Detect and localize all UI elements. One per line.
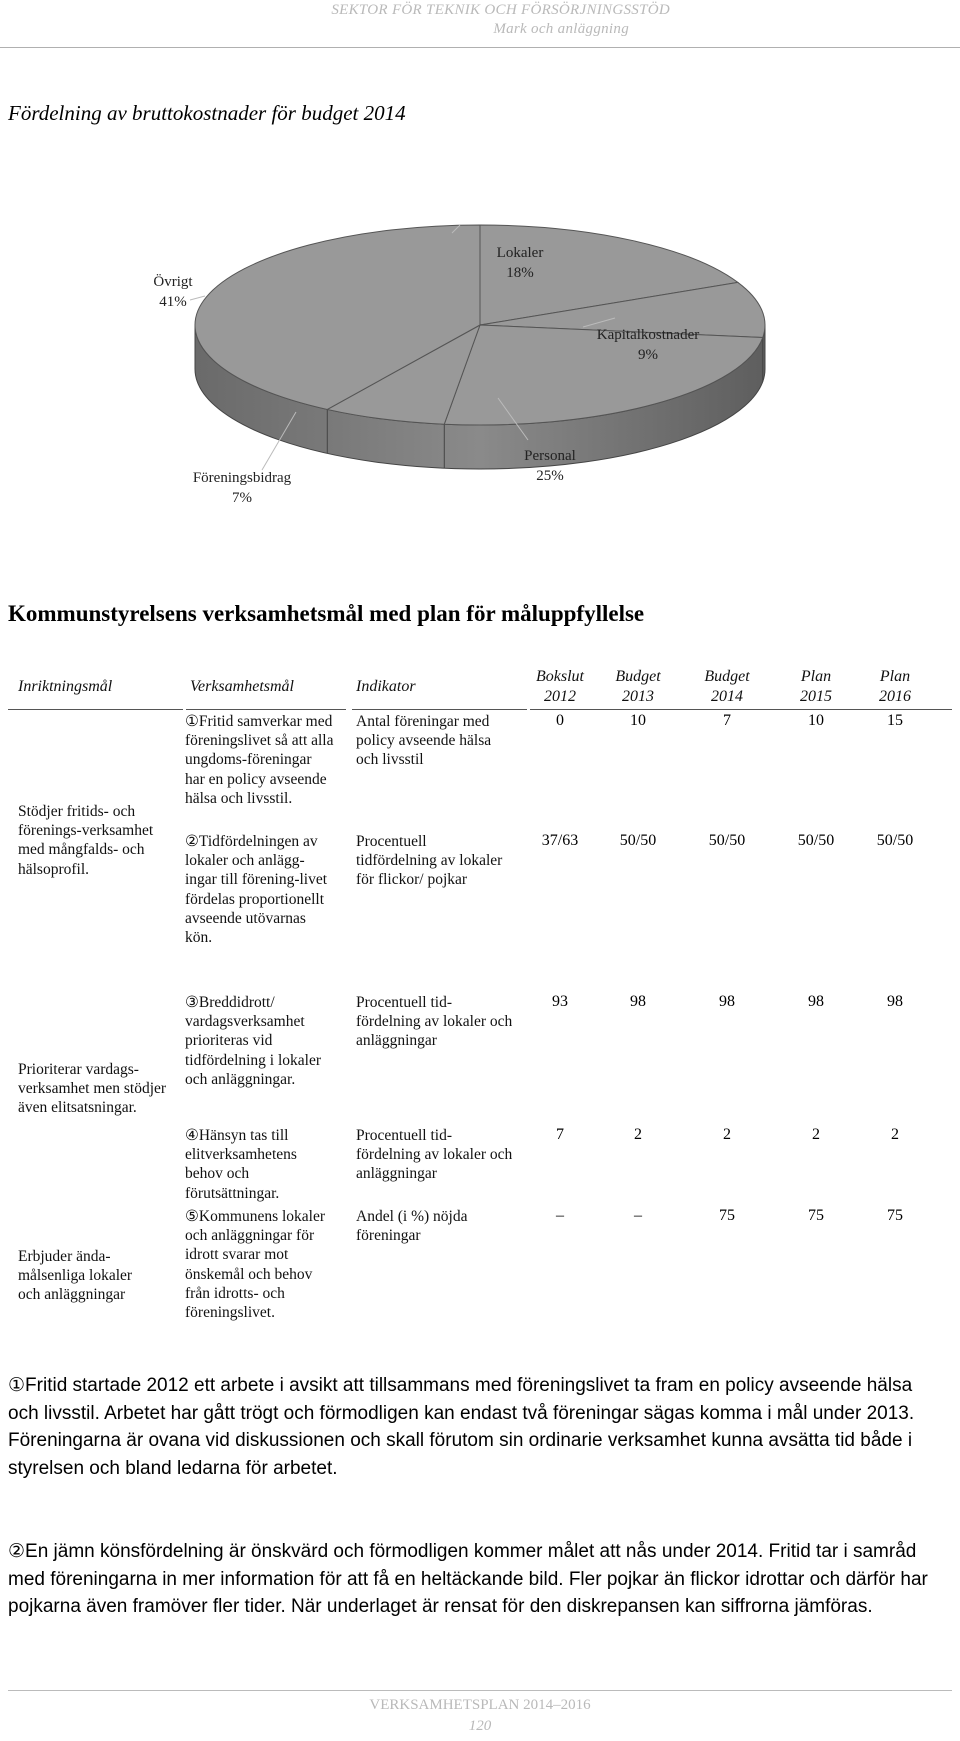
chart-title: Fördelning av bruttokostnader för budget 2014 bbox=[8, 101, 406, 125]
footer-title: VERKSAMHETSPLAN 2014–2016 bbox=[369, 1697, 591, 1713]
pie-label-lokaler: Lokaler 18% bbox=[496, 245, 544, 281]
note-1: ①Fritid startade 2012 ett arbete i avsikt att tillsammans med föreningslivet ta fram en policy avseende hälsa och livsstil. Arbetet har gått trögt och förmodligen kan endast två föreningar sägas komma i mål under 2013. Föreningarna är ovana vid diskussionen och skall förutom sin ordinarie verksamhet kunna avsätta tid både i styrelsen och bland ledarna för arbetet. bbox=[8, 1375, 915, 1479]
pie-label-kapitalkostnader: Kapitalkostnader 9% bbox=[596, 327, 700, 363]
value-cell: 75 bbox=[719, 1207, 735, 1224]
value-cell: 98 bbox=[887, 993, 903, 1010]
th-indikator: Indikator bbox=[356, 678, 416, 695]
value-cell: 75 bbox=[887, 1207, 903, 1224]
th-verksamhetsmal: Verksamhetsmål bbox=[190, 678, 294, 695]
verksamhetsmal-3: ③Breddidrott/ vardagsverksamhet prioriteras vid tidfördelning i lokaler och anläggningar. bbox=[185, 994, 322, 1088]
value-cell: 98 bbox=[719, 993, 735, 1010]
th-year-4: Plan 2015 bbox=[800, 668, 832, 705]
value-cell: 7 bbox=[723, 712, 731, 729]
value-cell: 98 bbox=[630, 993, 646, 1010]
value-cell: 50/50 bbox=[619, 832, 657, 849]
value-cell: 10 bbox=[630, 712, 646, 729]
indikator-2: Procentuell tidfördelning av lokaler för flickor/ pojkar bbox=[356, 833, 503, 889]
header-subsector: Mark och anläggning bbox=[493, 21, 629, 37]
verksamhetsmal-1: ①Fritid samverkar med föreningslivet så att alla ungdoms-föreningar har en policy avseende hälsa och livsstil. bbox=[185, 713, 334, 807]
value-cell: 98 bbox=[808, 993, 824, 1010]
verksamhetsmal-4: ④Hänsyn tas till elitverksamhetens behov och förutsättningar. bbox=[185, 1127, 297, 1202]
value-cell: 37/63 bbox=[541, 832, 579, 849]
header-underline-1 bbox=[8, 709, 183, 710]
value-cell: – bbox=[634, 1207, 642, 1224]
verksamhetsmal-2: ②Tidfördelningen av lokaler och anlägg-ingar till förening-livet fördelas proportionellt avseende utövarnas kön. bbox=[185, 833, 328, 947]
indikator-3: Procentuell tid-fördelning av lokaler och anläggningar bbox=[356, 994, 513, 1050]
header-underline-3 bbox=[352, 709, 527, 710]
value-cell: 15 bbox=[887, 712, 903, 729]
indikator-5: Andel (i %) nöjda föreningar bbox=[356, 1208, 468, 1245]
indikator-1: Antal föreningar med policy avseende hälsa och livsstil bbox=[356, 713, 492, 769]
value-cell: 2 bbox=[634, 1126, 642, 1143]
value-cell: 2 bbox=[812, 1126, 820, 1143]
value-cell: 50/50 bbox=[708, 832, 746, 849]
inriktningsmal-1: Stödjer fritids- och förenings-verksamhet med mångfalds- och hälsoprofil. bbox=[18, 803, 154, 878]
pie-label-personal: Personal 25% bbox=[524, 448, 576, 484]
value-cell: 7 bbox=[556, 1126, 564, 1143]
inriktningsmal-3: Erbjuder ända-målsenliga lokaler och anläggningar bbox=[18, 1248, 133, 1304]
pie-label-ovrigt: Övrigt 41% bbox=[153, 274, 193, 310]
note-2: ②En jämn könsfördelning är önskvärd och förmodligen kommer målet att nås under 2014. Fritid tar i samråd med föreningarna in mer information för att få en heltäckande bild. Fler pojkar än flickor idrottar och därför har pojkarna även framöver fler tider. När underlaget är rensat för den diskrepansen kan siffrorna jämföras. bbox=[8, 1541, 928, 1617]
th-year-3: Budget 2014 bbox=[704, 668, 750, 705]
page-number: 120 bbox=[468, 1718, 492, 1734]
footer-rule bbox=[8, 1690, 952, 1691]
value-cell: 50/50 bbox=[797, 832, 835, 849]
header-underline-2 bbox=[186, 709, 346, 710]
indikator-4: Procentuell tid-fördelning av lokaler och anläggningar bbox=[356, 1127, 513, 1183]
value-cell: 0 bbox=[556, 712, 564, 729]
section-title: Kommunstyrelsens verksamhetsmål med plan för måluppfyllelse bbox=[8, 601, 645, 626]
th-year-5: Plan 2016 bbox=[879, 668, 911, 705]
header-underline-4 bbox=[530, 709, 952, 710]
inriktningsmal-2: Prioriterar vardags-verksamhet men stödjer även elitsatsningar. bbox=[18, 1061, 167, 1117]
value-cell: 2 bbox=[723, 1126, 731, 1143]
value-cell: 10 bbox=[808, 712, 824, 729]
verksamhetsmal-5: ⑤Kommunens lokaler och anläggningar för idrott svarar mot önskemål och behov från idrotts- och föreningslivet. bbox=[185, 1208, 326, 1322]
value-cell: 2 bbox=[891, 1126, 899, 1143]
th-year-1: Bokslut 2012 bbox=[536, 668, 584, 705]
th-year-2: Budget 2013 bbox=[615, 668, 661, 705]
th-inriktningsmal: Inriktningsmål bbox=[18, 678, 113, 695]
header-sector: SEKTOR FÖR TEKNIK OCH FÖRSÖRJNINGSSTÖD bbox=[331, 2, 670, 18]
value-cell: – bbox=[556, 1207, 564, 1224]
pie-label-foreningsbidrag: Föreningsbidrag 7% bbox=[192, 470, 292, 506]
value-cell: 50/50 bbox=[876, 832, 914, 849]
value-cell: 93 bbox=[552, 993, 568, 1010]
value-cell: 75 bbox=[808, 1207, 824, 1224]
